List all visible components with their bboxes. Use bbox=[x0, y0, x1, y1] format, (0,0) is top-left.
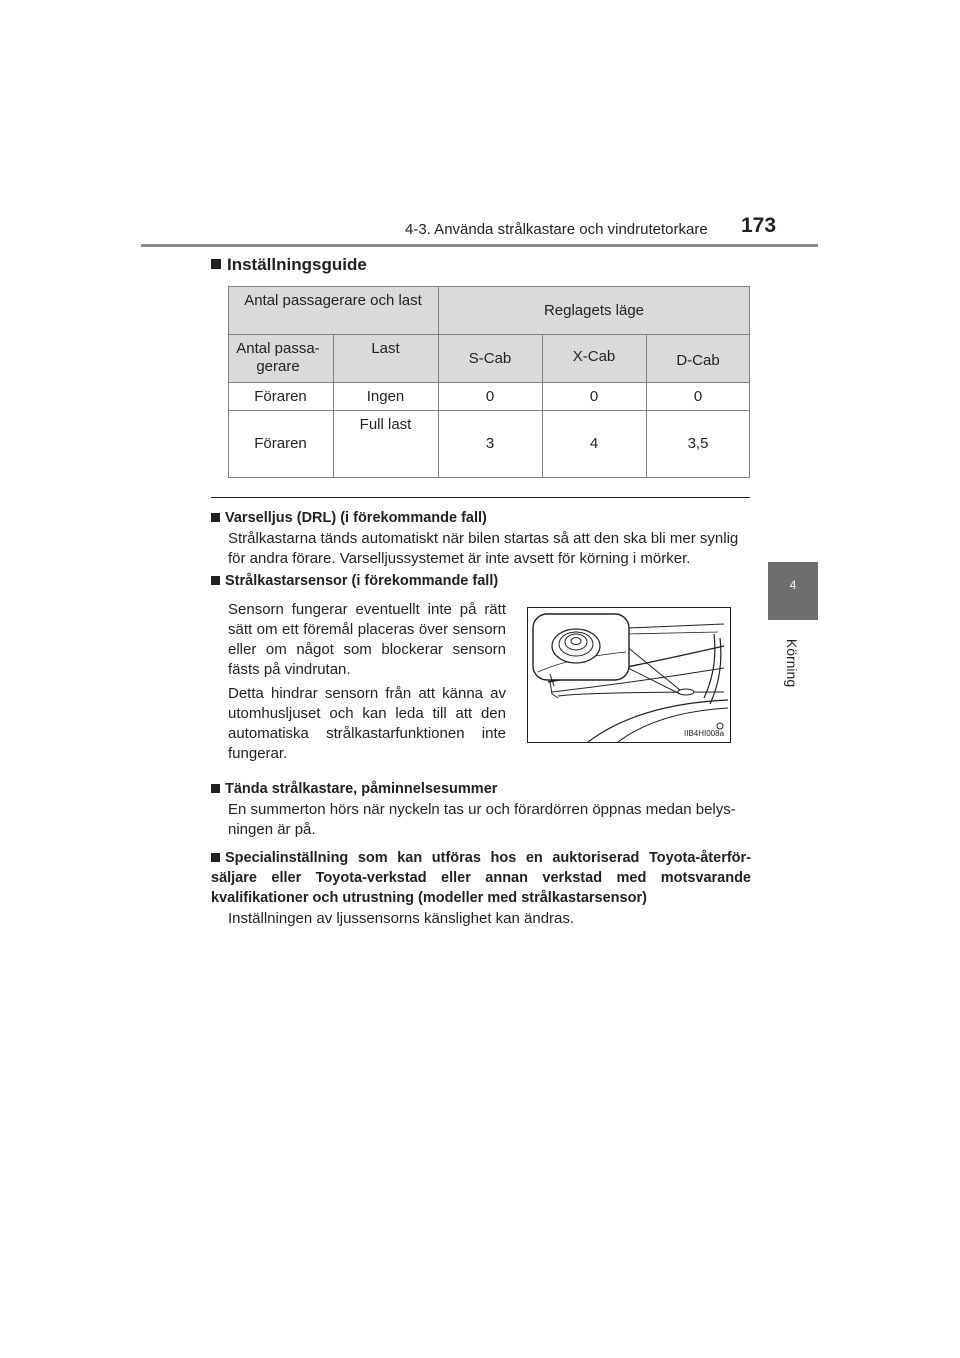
row2-load: Full last bbox=[359, 416, 412, 433]
table-line bbox=[646, 334, 647, 478]
header-passengers-and-load: Antal passagerare och last bbox=[244, 292, 422, 309]
sensor-paragraph-1: Sensorn fungerar eventuellt inte på rätt sätt om ett föremål placeras över sensorn eller om något som blockerar sensorn fästs på vindrutan. bbox=[228, 601, 506, 678]
row2-passengers: Föraren bbox=[254, 435, 307, 452]
table-line bbox=[228, 410, 750, 411]
table-border-top bbox=[228, 286, 750, 287]
sensor-paragraph-2: Detta hindrar sensorn från att känna av utomhusljuset och kan leda till att den automatiska strålkastarfunktionen inte fungerar. bbox=[228, 685, 506, 762]
table-border-right bbox=[749, 286, 750, 478]
chapter-number: 4 bbox=[789, 578, 797, 592]
square-bullet-icon bbox=[211, 853, 220, 862]
row1-passengers: Föraren bbox=[254, 388, 307, 405]
drl-heading bbox=[211, 510, 487, 526]
header-passengers: Antal passa-gerare bbox=[236, 340, 320, 375]
square-bullet-icon bbox=[211, 784, 220, 793]
row1-dcab: 0 bbox=[693, 388, 703, 405]
guide-heading bbox=[211, 255, 367, 275]
header-switch-position: Reglagets läge bbox=[543, 302, 645, 319]
row1-xcab: 0 bbox=[589, 388, 599, 405]
sensor-heading bbox=[211, 573, 498, 589]
page-number: 173 bbox=[741, 214, 777, 237]
table-line bbox=[228, 382, 750, 383]
sensor-heading-text: Strålkastarsensor (i förekommande fall) bbox=[225, 573, 499, 589]
header-scab: S-Cab bbox=[468, 350, 512, 367]
drl-text: Strålkastarna tänds automatiskt när bilen startas så att den ska bli mer synlig för andra förare. Varselljussystemet är inte avsett för körning i mörker. bbox=[228, 530, 739, 567]
header-load: Last bbox=[371, 340, 400, 357]
illustration-code: IIB4HI008a bbox=[684, 729, 725, 738]
row1-load: Ingen bbox=[366, 388, 405, 405]
special-heading-text: Specialinställning som kan utföras hos en auktoriserad Toyota-återför-säljare eller Toyota-verkstad eller annan verkstad med motsvarande kvalifikationer och utrustning (modeller med strålkastarsensor) bbox=[211, 850, 751, 906]
section-separator bbox=[211, 497, 750, 498]
header-dcab: D-Cab bbox=[676, 352, 720, 369]
guide-heading-text: Inställningsguide bbox=[227, 255, 367, 274]
table-border-left bbox=[228, 286, 229, 478]
section-title: 4-3. Använda strålkastare och vindrutetorkare bbox=[405, 221, 708, 238]
square-bullet-icon bbox=[211, 576, 220, 585]
special-text: Inställningen av ljussensorns känslighet kan ändras. bbox=[228, 910, 575, 927]
buzzer-heading-text: Tända strålkastare, påminnelsesummer bbox=[225, 781, 498, 797]
table-line bbox=[333, 334, 334, 478]
sensor-dashboard-drawing bbox=[528, 608, 730, 742]
headlight-sensor-illustration bbox=[527, 607, 731, 743]
special-heading bbox=[211, 848, 751, 908]
square-bullet-icon bbox=[211, 513, 220, 522]
table-border-bottom bbox=[228, 477, 750, 478]
chapter-label: Körning bbox=[784, 638, 800, 688]
row1-scab: 0 bbox=[485, 388, 495, 405]
table-line bbox=[542, 334, 543, 478]
settings-table bbox=[228, 286, 750, 478]
row2-scab: 3 bbox=[485, 435, 495, 452]
table-line bbox=[438, 286, 439, 478]
header-rule bbox=[141, 244, 818, 247]
buzzer-heading bbox=[211, 781, 497, 797]
header-xcab: X-Cab bbox=[572, 348, 616, 365]
row2-dcab: 3,5 bbox=[687, 435, 709, 452]
row2-xcab: 4 bbox=[589, 435, 599, 452]
drl-heading-text: Varselljus (DRL) (i förekommande fall) bbox=[225, 510, 487, 526]
table-line bbox=[228, 334, 750, 335]
square-bullet-icon bbox=[211, 259, 221, 269]
buzzer-text: En summerton hörs när nyckeln tas ur och förardörren öppnas medan belys-ningen är på. bbox=[228, 801, 736, 838]
